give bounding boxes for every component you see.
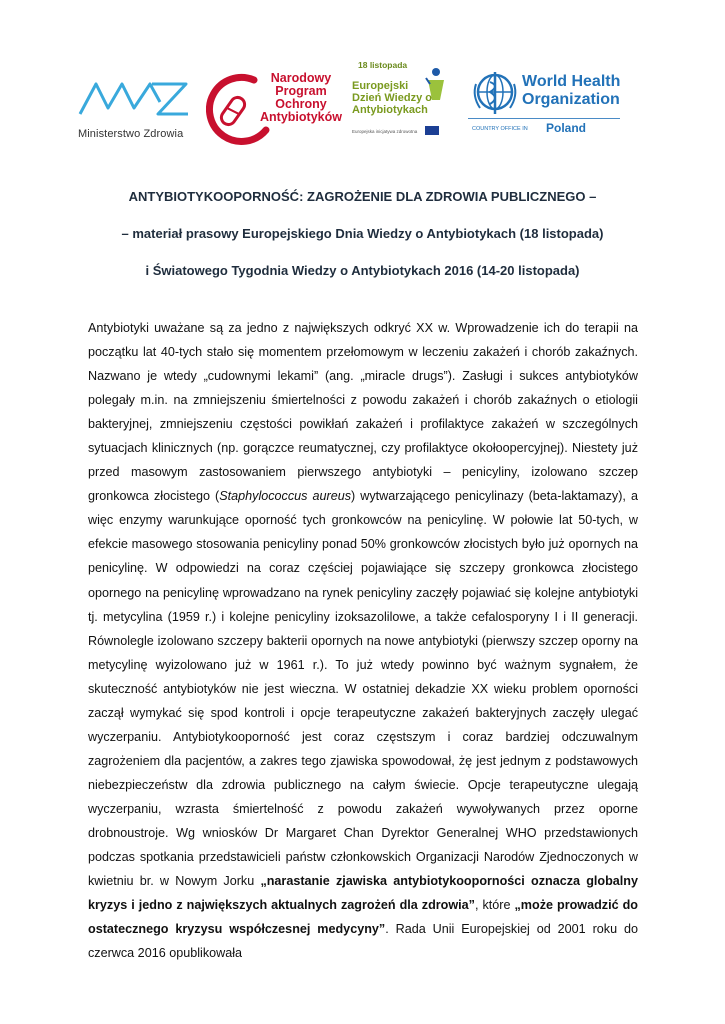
document-subtitle: – materiał prasowy Europejskiego Dnia Wiedzy o Antybiotykach (18 listopada) <box>121 226 604 241</box>
eaad-line: Antybiotykach <box>352 104 428 116</box>
body-paragraph <box>88 316 638 965</box>
who-emblem-icon <box>470 70 520 116</box>
mz-mark-icon <box>78 78 190 118</box>
eu-flag-icon <box>425 126 439 135</box>
npoa-line: Antybiotyków <box>260 110 342 124</box>
eaad-date: 18 listopada <box>358 60 408 70</box>
paragraph <box>88 316 638 965</box>
document-subtitle-2: i Światowego Tygodnia Wiedzy o Antybiotykach 2016 (14-20 listopada) <box>145 263 580 278</box>
who-divider <box>468 118 620 119</box>
npoa-name <box>256 72 346 124</box>
npoa-line: Ochrony <box>275 97 327 111</box>
text-run: , które <box>474 898 515 913</box>
eaad-line: Europejski <box>352 80 409 92</box>
text-run: ) wytwarzającego penicylinazy (beta-laktamazy), a więc enzymy warunkujące oporność tych gronkowców na penicylinę. W połowie lat 50-tych, w efekcie masowego stosowania penicyliny ponad 50% gronkowców złocistych było już opornych na penicylinę. W odpowiedzi na coraz częściej pojawiające się szczepy gronkowca złocistego opornego na penicylinę wprowadzano na rynek penicyliny zaczęły pojawiać się kolejne antybiotyki tj. metycylina (1959 r.) i kolejne penicyliny izoksazolilowe, a także cefalosporyny I i II generacji. Równolegle izolowano szczepy bakterii opornych na nowe antybiotyki (pierwszy szczep oporny na metycylinę wyizolowano już w 1961 r.). To już wtedy powinno być ważnym sygnałem, że skuteczność antybiotyków nie jest wieczna. W ostatniej dekadzie XX wieku problem oporności zaczął wymykać się spod kontroli i opcje terapeutyczne zakażeń bakteryjnych zaczęły ulegać wyczerpaniu. Antybiotykooporność jest coraz częstszym i coraz bardziej odczuwalnym zagrożeniem dla pacjentów, a zakres tego zjawiska spowodował, żę jest jednym z podstawowych niebezpieczeństw dla zdrowia publicznego na całym świecie. Opcje terapeutyczne ulegają wyczerpaniu, wzrasta śmiertelność z powodu zakażeń wywoływanych przez oporne drobnoustroje. Wg wniosków Dr Margaret Chan Dyrektor Generalnej WHO przedstawionych podczas spotkania przedstawicieli państw członkowskich Organizacji Narodów Zjednoczonych w kwietniu br. w Nowym Jorku <box>88 489 638 889</box>
who-name-line2: Organization <box>522 91 620 108</box>
quote-2: „może prowadzić do ostatecznego kryzysu współczesnej medycyny” <box>88 898 638 937</box>
logo-bar <box>0 50 725 150</box>
who-country-office-label: COUNTRY OFFICE IN <box>472 126 528 132</box>
text-run: . Rada Unii Europejskiej od 2001 roku do czerwca 2016 opublikowała <box>88 922 638 961</box>
quote-1: „narastanie zjawiska antybiotykooporności oznacza globalny kryzys i jedno z największych aktualnych zagrożeń dla zdrowia” <box>88 874 638 913</box>
npoa-logo <box>206 70 342 148</box>
ministry-of-health-logo <box>78 78 196 142</box>
who-name-line1: World Health <box>522 73 621 90</box>
who-country: Poland <box>546 121 587 135</box>
eaad-line: Dzień Wiedzy o <box>352 92 432 104</box>
document-title: ANTYBIOTYKOOPORNOŚĆ: ZAGROŻENIE DLA ZDROWIA PUBLICZNEGO – <box>128 189 597 204</box>
text-run: Antybiotyki uważane są za jedno z największych odkryć XX w. Wprowadzenie ich do terapii na początku lat 40-tych stało się momentem przełomowym w leczeniu zakażeń i chorób zakaźnych. Nazwano je wtedy „cudownymi lekami” (ang. „miracle drugs”). Zasługi i sukces antybiotyków polegały m.in. na zmniejszeniu śmiertelności z powodu zakażeń i chorób zakaźnych o etiologii bakteryjnej, zmniejszeniu częstości powikłań zakażeń i profilaktyce zakażeń w szczególnych sytuacjach klinicznych (np. gorączce reumatycznej, czy profilaktyce okołoopercyjnej). Niestety już przed masowym zastosowaniem pierwszego antybiotyki – penicyliny, izolowano szczep gronkowca złocistego ( <box>88 321 638 504</box>
npoa-line: Narodowy <box>270 71 332 85</box>
npoa-line: Program <box>275 84 327 98</box>
species-name: Staphylococcus aureus <box>219 489 352 504</box>
eaad-footer: Europejska inicjatywa zdrowotna <box>352 129 418 134</box>
who-logo <box>464 70 624 136</box>
eaad-logo <box>352 60 452 140</box>
ministry-name: Ministerstwo Zdrowia <box>78 128 184 140</box>
